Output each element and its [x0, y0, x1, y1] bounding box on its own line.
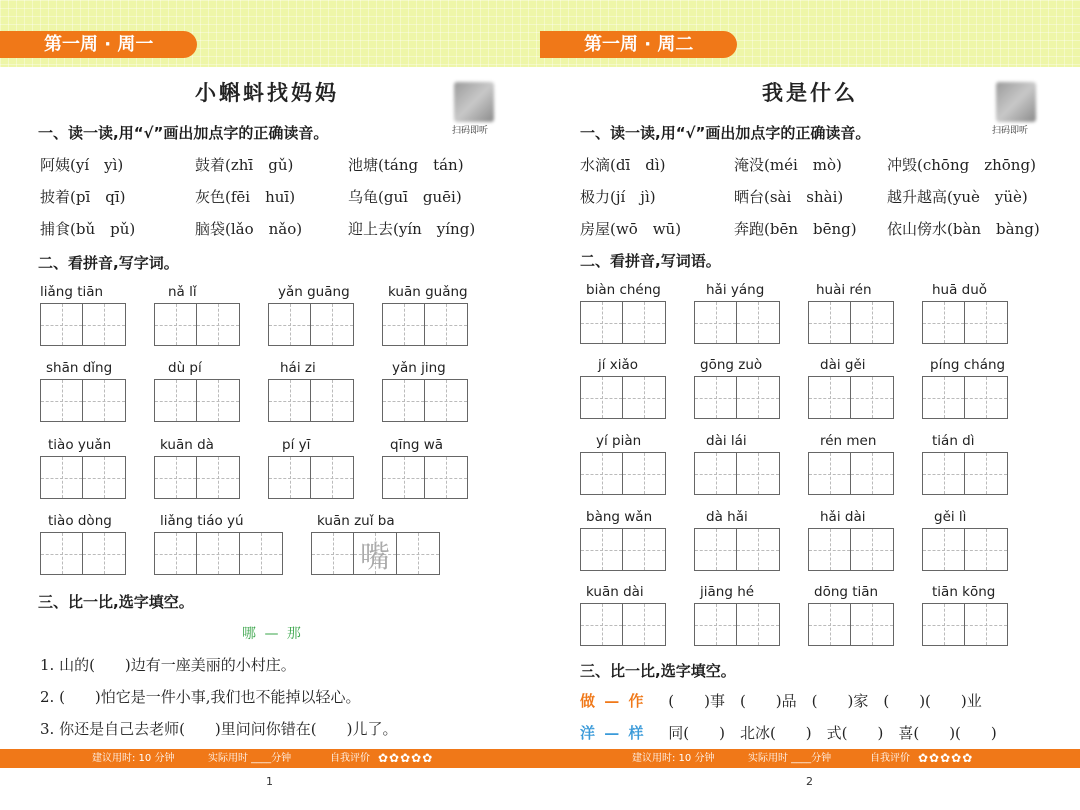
day-tab: 第一周 · 周二 [540, 31, 737, 58]
day-tab: 第一周 · 周一 [0, 31, 197, 58]
writing-box[interactable] [354, 532, 397, 575]
qr-label: 扫码即听 [452, 126, 489, 136]
writing-box[interactable] [965, 528, 1008, 571]
writing-box[interactable] [623, 452, 666, 495]
writing-box[interactable] [922, 376, 965, 419]
reading-item: 依山傍水(bàn bàng) [887, 220, 1040, 238]
writing-box[interactable] [268, 456, 311, 499]
writing-box[interactable] [851, 301, 894, 344]
section-2-heading: 二、看拼音,写词语。 [580, 252, 721, 270]
reading-item: 越升越高(yuè yüè) [887, 188, 1028, 206]
writing-box[interactable] [623, 528, 666, 571]
writing-box[interactable] [922, 603, 965, 646]
writing-box[interactable] [737, 603, 780, 646]
writing-box[interactable] [965, 452, 1008, 495]
reading-item: 晒台(sài shài) [734, 188, 844, 206]
writing-box[interactable] [83, 456, 126, 499]
writing-box[interactable] [311, 532, 354, 575]
writing-box[interactable] [425, 456, 468, 499]
writing-box[interactable] [694, 452, 737, 495]
writing-box[interactable] [40, 456, 83, 499]
rating-flower-icons[interactable]: ✿✿✿✿✿ [918, 751, 974, 765]
lesson-title: 我是什么 [762, 80, 858, 105]
qr-label: 扫码即听 [992, 126, 1029, 136]
reading-item: 披着(pī qī) [40, 188, 126, 206]
writing-box[interactable] [83, 303, 126, 346]
writing-box[interactable] [851, 528, 894, 571]
writing-box[interactable] [154, 532, 197, 575]
writing-box[interactable] [311, 456, 354, 499]
writing-box[interactable] [922, 301, 965, 344]
actual-time: 实际用时 ____分钟 [748, 753, 832, 764]
reading-item: 冲毁(chōng zhōng) [887, 156, 1036, 174]
fill-blanks: ( )事 ( )品 ( )家 ( )( )业 [668, 692, 982, 710]
writing-box[interactable] [694, 603, 737, 646]
section-1-heading: 一、读一读,用“√”画出加点字的正确读音。 [580, 124, 871, 142]
writing-box[interactable] [808, 376, 851, 419]
fill-sentence: 2. ( )怕它是一件小事,我们也不能掉以轻心。 [40, 688, 361, 706]
writing-box[interactable] [268, 379, 311, 422]
writing-box[interactable] [382, 379, 425, 422]
writing-box[interactable] [397, 532, 440, 575]
reading-item: 脑袋(lǎo nǎo) [195, 220, 303, 238]
writing-box[interactable] [623, 376, 666, 419]
reading-item: 乌龟(guī guēi) [348, 188, 462, 206]
writing-box[interactable] [851, 376, 894, 419]
qr-code-icon[interactable] [454, 82, 494, 122]
section-3-heading: 三、比一比,选字填空。 [38, 593, 194, 611]
writing-box[interactable] [83, 532, 126, 575]
writing-box[interactable] [382, 456, 425, 499]
suggested-time: 建议用时: 10 分钟 [92, 753, 175, 764]
writing-box[interactable] [154, 379, 197, 422]
footer-bar [540, 749, 1080, 768]
writing-box[interactable] [580, 376, 623, 419]
reading-item: 奔跑(bēn bēng) [734, 220, 857, 238]
writing-box[interactable] [694, 376, 737, 419]
fill-row-1 [580, 690, 982, 711]
reading-item: 极力(jí jì) [580, 188, 656, 206]
writing-box[interactable] [197, 532, 240, 575]
reading-item: 灰色(fēi huī) [195, 188, 296, 206]
footer-bar [0, 749, 540, 768]
reading-item: 池塘(táng tán) [348, 156, 464, 174]
lesson-title: 小蝌蚪找妈妈 [195, 80, 339, 105]
writing-box[interactable] [240, 532, 283, 575]
writing-box[interactable] [154, 303, 197, 346]
fill-row-2 [580, 722, 997, 743]
writing-box[interactable] [425, 303, 468, 346]
reading-item: 房屋(wō wū) [580, 220, 682, 238]
writing-box[interactable] [737, 528, 780, 571]
writing-box[interactable] [737, 301, 780, 344]
fill-sentence: 1. 山的( )边有一座美丽的小村庄。 [40, 656, 296, 674]
reading-item: 阿姨(yí yì) [40, 156, 124, 174]
writing-box[interactable] [311, 379, 354, 422]
page-number: 1 [266, 775, 273, 788]
writing-box[interactable] [965, 301, 1008, 344]
writing-box[interactable] [694, 301, 737, 344]
reading-item: 淹没(méi mò) [734, 156, 842, 174]
self-eval-label: 自我评价 [870, 753, 910, 764]
writing-box[interactable] [808, 528, 851, 571]
rating-flower-icons[interactable]: ✿✿✿✿✿ [378, 751, 434, 765]
writing-box[interactable] [40, 379, 83, 422]
writing-box[interactable] [623, 301, 666, 344]
writing-box[interactable] [694, 528, 737, 571]
qr-code-icon[interactable] [996, 82, 1036, 122]
writing-box[interactable] [737, 452, 780, 495]
writing-box[interactable] [40, 303, 83, 346]
writing-box[interactable] [268, 303, 311, 346]
section-1-heading: 一、读一读,用“√”画出加点字的正确读音。 [38, 124, 329, 142]
writing-box[interactable] [808, 603, 851, 646]
page-2: 第一周 · 周二 我是什么 扫码即听 一、读一读,用“√”画出加点字的正确读音。 水滴(dī dì) 淹没(méi mò) 冲毁(chōng zhōng) 极力(jí jì) 晒台(sài shài) 越升越高(yuè yüè) 房屋(wō wū) 奔跑(bēn bēng) 依山傍水(bàn bàng) 二、看拼音,写词语。 biàn chéng hǎi yáng huài rén huā duǒ jí xiǎo gōng zuò dài gěi píng cháng yí piàn dài lái rén men tián dì bàng wǎn dà hǎi hǎi dài gěi lì kuān dài jiāng hé dōng tiān tiān kōng 三、比一比,选字填空。 做 — 作 ( )事 ( )品 ( )家 ( )( )业 洋 — 样 同( ) 北冰( ) 式( ) 喜( )( ) 建议用时: 10 分钟 实际用时 ____分钟 自我评价 ✿✿✿✿✿ 2 [540, 0, 1080, 810]
writing-box[interactable] [808, 301, 851, 344]
writing-box[interactable] [197, 379, 240, 422]
writing-box[interactable] [737, 376, 780, 419]
suggested-time: 建议用时: 10 分钟 [632, 753, 715, 764]
writing-box[interactable] [851, 603, 894, 646]
writing-box[interactable] [197, 303, 240, 346]
reading-item: 迎上去(yín yíng) [348, 220, 476, 238]
writing-box[interactable] [922, 452, 965, 495]
trace-character: 嘴 [360, 539, 390, 575]
char-pair: 哪 — 那 [242, 626, 303, 642]
writing-box[interactable] [425, 379, 468, 422]
reading-item: 鼓着(zhī gǔ) [195, 156, 294, 174]
writing-box[interactable] [580, 301, 623, 344]
writing-box[interactable] [154, 456, 197, 499]
writing-box[interactable] [83, 379, 126, 422]
page-1: 第一周 · 周一 小蝌蚪找妈妈 扫码即听 一、读一读,用“√”画出加点字的正确读音。 阿姨(yí yì) 鼓着(zhī gǔ) 池塘(táng tán) 披着(pī qī) 灰色(fēi huī) 乌龟(guī guēi) 捕食(bǔ pǔ) 脑袋(lǎo nǎo) 迎上去(yín yíng) 二、看拼音,写字词。 liǎng tiān nǎ lǐ yǎn guāng kuān guǎng shān dǐng dù pí hái zi yǎn jing tiào yuǎn kuān dà pí yī qīng wā tiào dòng liǎng tiáo yú kuān zuǐ ba 嘴 三、比一比,选字填空。 哪 — 那 1. 山的( )边有一座美丽的小村庄。 2. ( )怕它是一件小事,我们也不能掉以轻心。 3. 你还是自己去老师( )里问问你错在( )儿了。 建议用时: 10 分钟 实际用时 ____分钟 自我评价 ✿✿✿✿✿ 1 [0, 0, 540, 810]
writing-box[interactable] [851, 452, 894, 495]
section-3-heading: 三、比一比,选字填空。 [580, 662, 736, 680]
writing-box[interactable] [580, 528, 623, 571]
writing-box[interactable] [580, 603, 623, 646]
writing-box[interactable] [808, 452, 851, 495]
writing-box[interactable] [922, 528, 965, 571]
writing-box[interactable] [311, 303, 354, 346]
self-eval-label: 自我评价 [330, 753, 370, 764]
reading-item: 捕食(bǔ pǔ) [40, 220, 136, 238]
writing-box[interactable] [623, 603, 666, 646]
writing-box[interactable] [580, 452, 623, 495]
char-pair: 洋 — 样 [580, 724, 646, 742]
writing-box[interactable] [965, 376, 1008, 419]
actual-time: 实际用时 ____分钟 [208, 753, 292, 764]
section-2-heading: 二、看拼音,写字词。 [38, 254, 179, 272]
writing-box[interactable] [965, 603, 1008, 646]
writing-box[interactable] [197, 456, 240, 499]
fill-blanks: 同( ) 北冰( ) 式( ) 喜( )( ) [668, 724, 997, 742]
char-pair: 做 — 作 [580, 692, 646, 710]
page-number: 2 [806, 775, 813, 788]
writing-box[interactable] [382, 303, 425, 346]
writing-box[interactable] [40, 532, 83, 575]
fill-sentence: 3. 你还是自己去老师( )里问问你错在( )儿了。 [40, 720, 398, 738]
reading-item: 水滴(dī dì) [580, 156, 666, 174]
